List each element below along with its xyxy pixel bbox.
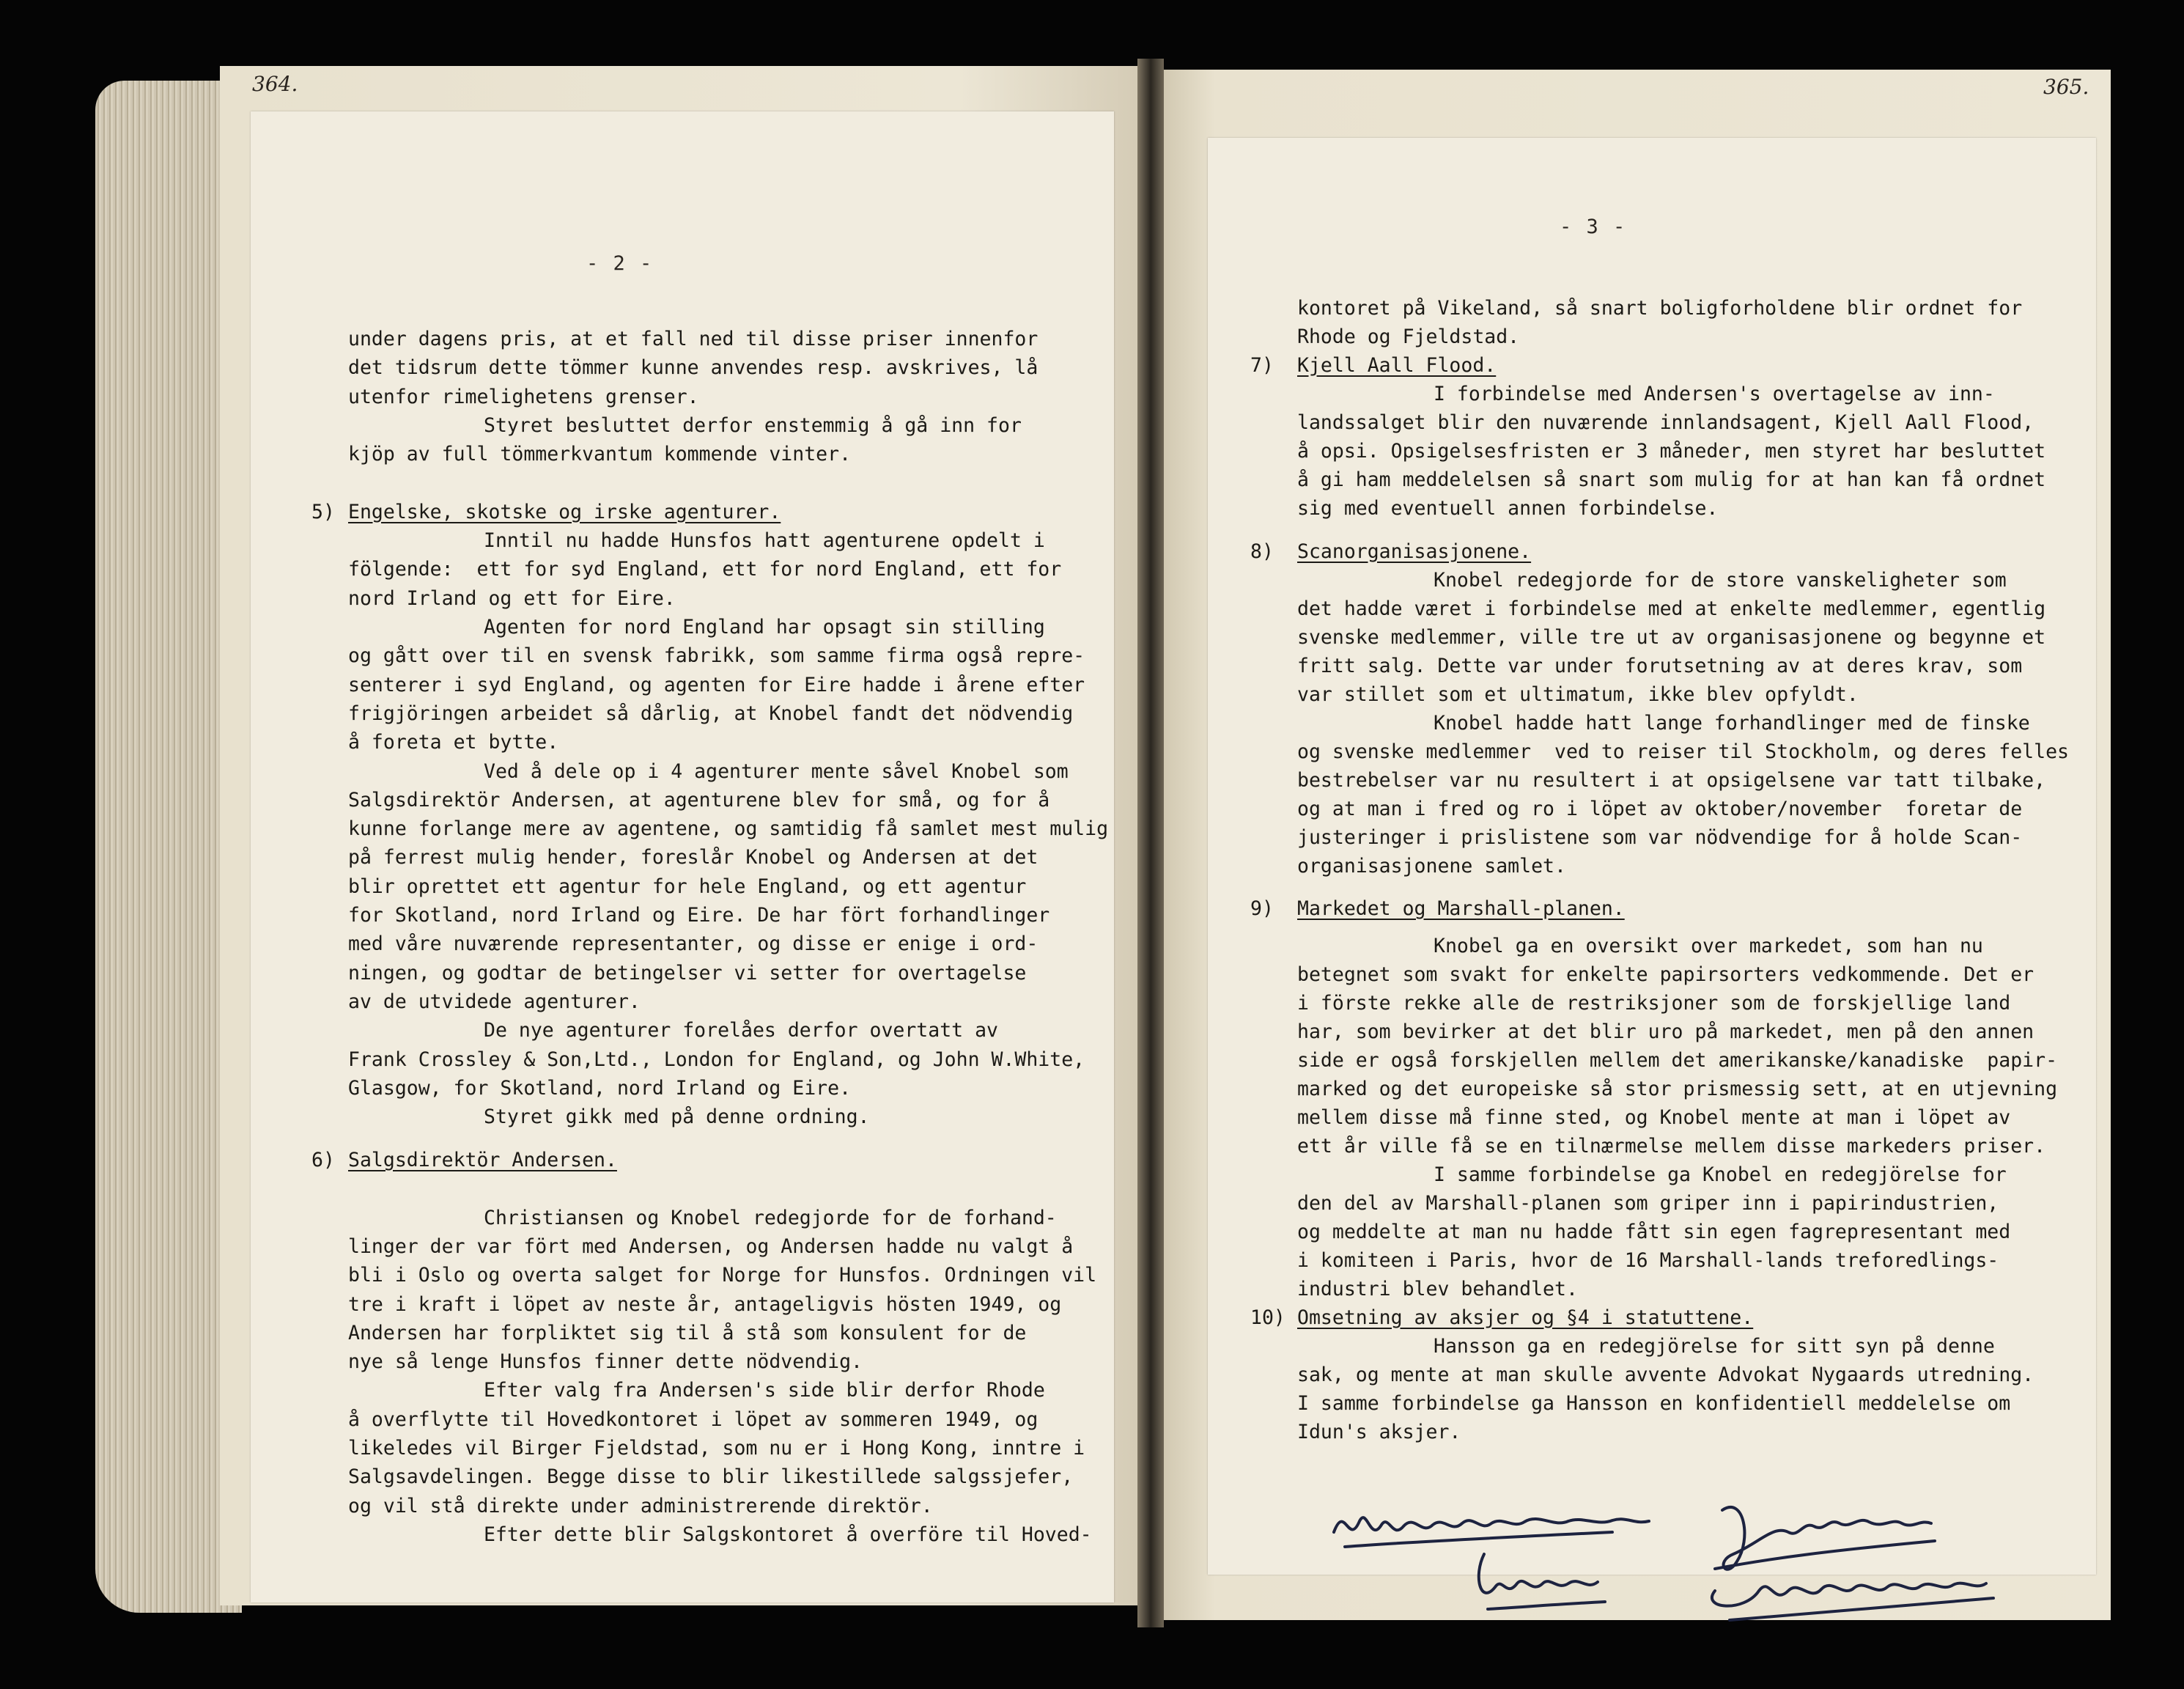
text-line: kontoret på Vikeland, så snart boligforholdene blir ordnet for [1297,297,2023,320]
text-line: svenske medlemmer, ville tre ut av organisasjonene og begynne et [1297,625,2046,649]
text-line: kunne forlange mere av agentene, og samtidig få samlet mest mulig [348,817,1109,841]
text-line: og meddelte at man nu hadde fått sin egen fagrepresentant med [1297,1220,2011,1243]
section-heading: Scanorganisasjonene. [1297,540,1532,563]
signature-johannessen [1722,1507,1931,1570]
text-line: Agenten for nord England har opsagt sin stilling [484,616,1045,639]
text-line: å overflytte til Hovedkontoret i löpet av sommeren 1949, og [348,1408,1038,1431]
text-line: Salgsavdelingen. Begge disse to blir likestillede salgssjefer, [348,1465,1074,1489]
text-line: Styret gikk med på denne ordning. [484,1105,870,1129]
text-line: ningen, og godtar de betingelser vi setter for overtagelse [348,961,1027,985]
text-line: blir oprettet ett agentur for hele England, og ett agentur [348,875,1027,898]
text-line: nye så lenge Hunsfos finner dette nödvendig. [348,1350,863,1374]
text-line: sak, og mente at man skulle avvente Advokat Nygaards utredning. [1297,1363,2034,1386]
text-line: Knobel redegjorde for de store vanskeligheter som [1434,568,2007,592]
signature-block [1305,1481,2037,1627]
text-line: bli i Oslo og overta salget for Norge for Hunsfos. Ordningen vil [348,1264,1097,1287]
text-line: bestrebelser var nu resultert i at opsigelsene var tatt tilbake, [1297,768,2046,792]
text-line: I forbindelse med Andersen's overtagelse av inn- [1434,383,1995,405]
text-line: Inntil nu hadde Hunsfos hatt agenturene opdelt i [484,529,1045,553]
text-line: og svenske medlemmer ved to reiser til Stockholm, og deres felles [1297,740,2069,763]
section-heading: Omsetning av aksjer og §4 i statuttene. [1297,1306,1754,1329]
signature-christiansen [1334,1517,1649,1532]
text-line: Glasgow, for Skotland, nord Irland og Eire. [348,1076,852,1100]
item-number: 7) [1250,354,1274,377]
text-line: frigjöringen arbeidet så dårlig, at Knobel fandt det nödvendig [348,702,1074,725]
text-line: tre i kraft i löpet av neste år, antageligvis hösten 1949, og [348,1292,1062,1316]
text-line: det tidsrum dette tömmer kunne anvendes resp. avskrives, lå [348,356,1038,380]
text-line: i förste rekke alle de restriksjoner som de forskjellige land [1297,991,2011,1015]
text-line: likeledes vil Birger Fjeldstad, som nu er i Hong Kong, inntre i [348,1437,1085,1460]
text-line: marked og det europeiske så stor prismessig sett, at en utjevning [1297,1077,2058,1100]
section-heading: Kjell Aall Flood. [1297,354,1497,377]
text-line: Rhode og Fjeldstad. [1297,325,1520,348]
text-line: landssalget blir den nuværende innlandsagent, Kjell Aall Flood, [1297,411,2034,434]
text-line: Salgsdirektör Andersen, at agenturene blev for små, og for å [348,788,1050,812]
text-line: av de utvidede agenturer. [348,990,641,1013]
text-line: utenfor rimelighetens grenser. [348,385,699,408]
text-line: fölgende: ett for syd England, ett for nord England, ett for [348,558,1062,581]
item-number: 9) [1250,897,1274,920]
text-line: under dagens pris, at et fall ned til disse priser innenfor [348,328,1038,350]
text-line: Efter valg fra Andersen's side blir derfor Rhode [484,1379,1045,1402]
text-line: med våre nuværende representanter, og disse er enige i ord- [348,932,1038,956]
text-line: og vil stå direkte under administrerende direktör. [348,1494,933,1517]
text-line: I samme forbindelse ga Knobel en redegjörelse for [1434,1163,2007,1186]
section-heading: Engelske, skotske og irske agenturer. [348,500,781,523]
text-line: linger der var fört med Andersen, og Andersen hadde nu valgt å [348,1234,1074,1258]
text-line: det hadde været i forbindelse med at enkelte medlemmer, egentlig [1297,597,2046,620]
text-line: industri blev behandlet. [1297,1277,1578,1300]
text-line: og at man i fred og ro i löpet av oktober/november foretar de [1297,797,2023,820]
text-line: har, som bevirker at det blir uro på markedet, men på den annen [1297,1020,2034,1043]
item-number: 8) [1250,540,1274,563]
text-line: De nye agenturer forelåes derfor overtatt av [484,1019,998,1042]
text-line: Styret besluttet derfor enstemmig å gå inn for [484,413,1022,437]
text-line: å foreta et bytte. [348,731,559,754]
item-number: 5) [311,500,335,523]
item-number: 6) [311,1149,335,1172]
section-heading: Salgsdirektör Andersen. [348,1149,617,1172]
book-gutter [1137,59,1164,1627]
text-line: justeringer i prislistene som var nödvendige for å holde Scan- [1297,825,2023,849]
folio-number-left: 364. [252,72,298,96]
text-line: å opsi. Opsigelsesfristen er 3 måneder, men styret har besluttet [1297,440,2046,463]
text-line: fritt salg. Dette var under forutsetning av at deres krav, som [1297,654,2023,677]
item-number: 10) [1250,1306,1285,1329]
text-line: Idun's aksjer. [1297,1420,1461,1443]
section-heading: Markedet og Marshall-planen. [1297,897,1625,920]
page-number-right: - 3 - [1560,216,1627,238]
text-line: Knobel hadde hatt lange forhandlinger med de finske [1434,711,2030,735]
text-line: Frank Crossley & Son,Ltd., London for England, og John W.White, [348,1048,1085,1071]
text-line: var stillet som et ultimatum, ikke blev opfyldt. [1297,682,1859,706]
signatures-image [1305,1481,2037,1627]
signature-ulrichsen [1479,1554,1598,1593]
text-line: Efter dette blir Salgskontoret å overföre til Hoved- [484,1523,1092,1546]
text-line: sig med eventuell annen forbindelse. [1297,497,1719,520]
text-line: kjöp av full tömmerkvantum kommende vinter. [348,443,852,466]
text-line: organisasjonene samlet. [1297,854,1566,877]
text-line: Knobel ga en oversikt over markedet, som han nu [1434,934,1983,957]
text-line: mellem disse må finne sted, og Knobel mente at man i löpet av [1297,1105,2011,1129]
text-line: den del av Marshall-planen som griper inn i papirindustrien, [1297,1191,1999,1215]
folio-number-right: 365. [2043,75,2089,99]
text-line: nord Irland og ett for Eire. [348,586,676,610]
text-line: for Skotland, nord Irland og Eire. De har fört forhandlinger [348,904,1050,927]
text-line: og gått over til en svensk fabrikk, som samme firma også repre- [348,644,1085,668]
text-line: ett år ville få se en tilnærmelse mellem disse markeders priser. [1297,1134,2046,1158]
text-line: Hansson ga en redegjörelse for sitt syn på denne [1434,1334,1995,1358]
text-line: side er også forskjellen mellem det amerikanske/kanadiske papir- [1297,1048,2058,1072]
text-line: på ferrest mulig hender, foreslår Knobel og Andersen at det [348,846,1038,869]
text-line: å gi ham meddelelsen så snart som mulig for at han kan få ordnet [1297,468,2046,491]
text-line: betegnet som svakt for enkelte papirsorters vedkommende. Det er [1297,963,2034,986]
page-number-left: - 2 - [586,252,654,275]
text-line: i komiteen i Paris, hvor de 16 Marshall-lands treforedlings- [1297,1248,1999,1272]
text-line: Ved å dele op i 4 agenturer mente såvel Knobel som [484,759,1069,783]
text-line: Christiansen og Knobel redegjorde for de forhand- [484,1206,1057,1229]
text-line: I samme forbindelse ga Hansson en konfidentiell meddelelse om [1297,1391,2011,1415]
text-line: Andersen har forpliktet sig til å stå som konsulent for de [348,1321,1027,1344]
text-line: senterer i syd England, og agenten for Eire hadde i årene efter [348,673,1085,696]
